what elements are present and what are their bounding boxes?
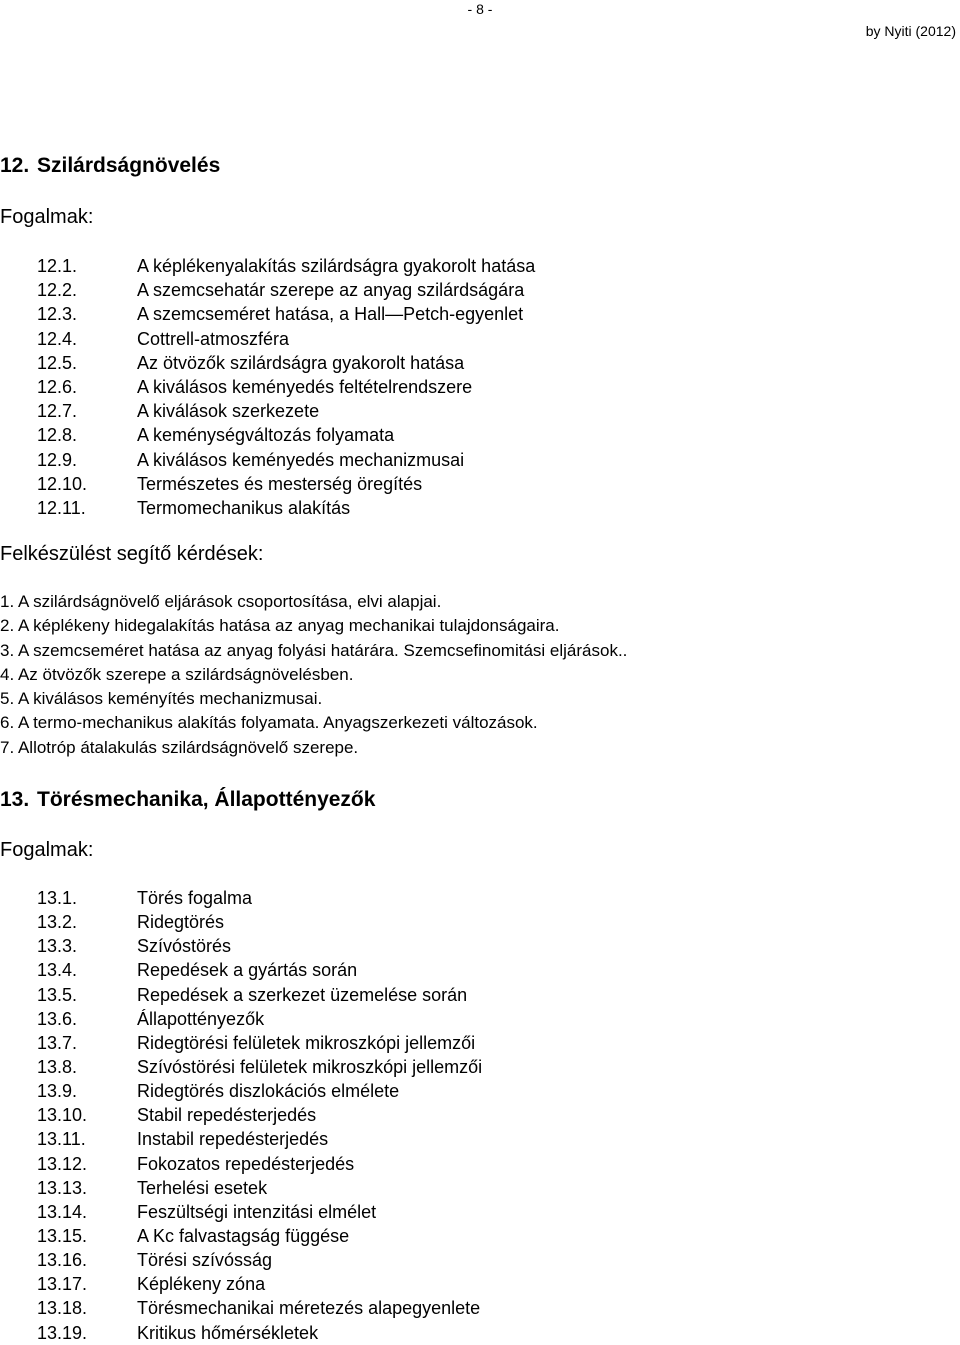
concept-text: Ridegtörés diszlokációs elmélete [137, 1081, 400, 1102]
concept-item [0, 1079, 482, 1103]
section-13-concept-list [0, 886, 482, 1345]
concept-item [0, 472, 535, 496]
concept-item [0, 448, 535, 472]
concept-text: A Kc falvastagság függése [137, 1225, 350, 1246]
concept-item [0, 1103, 482, 1127]
concept-text: A kiválások szerkezete [137, 401, 320, 422]
concept-text: Szívóstörés [137, 936, 232, 957]
section-12-question-list [0, 590, 627, 760]
concept-text: Terhelési esetek [137, 1177, 268, 1198]
concept-number: 13.12. [37, 1153, 88, 1174]
section-13-title [0, 786, 375, 814]
concept-number: 12.6. [37, 376, 78, 397]
concept-number: 13.10. [37, 1105, 88, 1126]
concept-number: 13.6. [37, 1008, 78, 1029]
concept-text: A kiválásos keményedés mechanizmusai [137, 449, 465, 470]
concept-number: 12.10. [37, 473, 88, 494]
concept-item [0, 254, 535, 278]
concept-text: Repedések a szerkezet üzemelése során [137, 984, 468, 1005]
question-item: 3. A szemcseméret hatása az anyag folyási határára. Szemcsefinomitási eljárások.. [0, 640, 628, 660]
concept-item [0, 1200, 482, 1224]
concept-item [0, 934, 482, 958]
question-item: 5. A kiválásos keményítés mechanizmusai. [0, 689, 323, 709]
concept-item [0, 1152, 482, 1176]
concept-text: Fokozatos repedésterjedés [137, 1153, 355, 1174]
concept-item [0, 302, 535, 326]
page-number: - 8 - [467, 1, 493, 17]
concept-item [0, 910, 482, 934]
section-13-title-text: Törésmechanika, Állapottényezők [37, 788, 376, 811]
concept-item [0, 1321, 482, 1345]
concept-item [0, 1127, 482, 1151]
concept-text: Ridegtörési felületek mikroszkópi jellemzői [137, 1032, 476, 1053]
section-13-concepts-heading: Fogalmak: [0, 839, 94, 861]
question-item: 7. Allotróp átalakulás szilárdságnövelő szerepe. [0, 737, 359, 757]
concept-text: Repedések a gyártás során [137, 960, 358, 981]
concept-number: 12.7. [37, 401, 78, 422]
concept-text: Képlékeny zóna [137, 1274, 266, 1295]
concept-number: 12.4. [37, 328, 78, 349]
concept-text: Törési szívósság [137, 1250, 273, 1271]
concept-item [0, 1296, 482, 1320]
concept-number: 13.2. [37, 912, 78, 933]
concept-text: Instabil repedésterjedés [137, 1129, 329, 1150]
concept-item [0, 399, 535, 423]
concept-number: 13.7. [37, 1032, 78, 1053]
concept-item [0, 1055, 482, 1079]
concept-number: 12.8. [37, 425, 78, 446]
concept-number: 13.15. [37, 1225, 88, 1246]
concept-item [0, 375, 535, 399]
concept-item [0, 327, 535, 351]
concept-number: 13.8. [37, 1056, 78, 1077]
concept-text: A kiválásos keményedés feltételrendszere [137, 376, 473, 397]
concept-number: 13.16. [37, 1250, 88, 1271]
concept-number: 12.5. [37, 352, 78, 373]
page-author: by Nyiti (2012) [865, 23, 956, 39]
concept-number: 12.2. [37, 280, 78, 301]
concept-text: Feszültségi intenzitási elmélet [137, 1201, 377, 1222]
concept-text: A szemcsehatár szerepe az anyag szilárdságára [137, 280, 525, 301]
section-12-concepts-heading: Fogalmak: [0, 206, 94, 228]
concept-number: 13.9. [37, 1081, 78, 1102]
concept-text: Állapottényezők [137, 1008, 265, 1029]
concept-text: Stabil repedésterjedés [137, 1105, 317, 1126]
concept-number: 12.9. [37, 449, 78, 470]
concept-number: 13.5. [37, 984, 78, 1005]
section-12-concept-list [0, 254, 535, 520]
question-item: 6. A termo-mechanikus alakítás folyamata. Anyagszerkezeti változások. [0, 713, 538, 733]
question-item: 4. Az ötvözők szerepe a szilárdságnövelésben. [0, 664, 354, 684]
concept-item [0, 1031, 482, 1055]
question-item: 1. A szilárdságnövelő eljárások csoportosítása, elvi alapjai. [0, 592, 442, 611]
concept-item [0, 1272, 482, 1296]
concept-number: 13.19. [37, 1322, 88, 1343]
concept-item [0, 423, 535, 447]
section-12-number: 12. [0, 154, 30, 177]
concept-item [0, 278, 535, 302]
question-item: 2. A képlékeny hidegalakítás hatása az anyag mechanikai tulajdonságaira. [0, 616, 560, 636]
concept-text: Az ötvözők szilárdságra gyakorolt hatása [137, 352, 465, 373]
concept-text: Kritikus hőmérsékletek [137, 1322, 319, 1343]
section-12-title [0, 152, 220, 180]
concept-text: A szemcseméret hatása, a Hall—Petch-egyenlet [137, 304, 524, 325]
section-12-title-text: Szilárdságnövelés [37, 154, 221, 177]
concept-item [0, 351, 535, 375]
concept-text: Törés fogalma [137, 888, 253, 908]
section-13-number: 13. [0, 788, 30, 811]
concept-number: 13.18. [37, 1298, 88, 1319]
concept-text: Ridegtörés [137, 912, 225, 933]
concept-item [0, 1248, 482, 1272]
concept-number: 13.4. [37, 960, 78, 981]
concept-item [0, 496, 535, 520]
concept-text: Termomechanikus alakítás [137, 497, 351, 518]
concept-item [0, 958, 482, 982]
concept-number: 13.13. [37, 1177, 88, 1198]
concept-text: Természetes és mesterség öregítés [137, 473, 423, 494]
concept-number: 13.3. [37, 936, 78, 957]
concept-number: 12.1. [37, 256, 78, 276]
concept-text: A képlékenyalakítás szilárdságra gyakorolt hatása [137, 256, 536, 276]
concept-text: Cottrell-atmoszféra [137, 328, 290, 349]
concept-item [0, 983, 482, 1007]
concept-item [0, 886, 482, 910]
concept-number: 12.3. [37, 304, 78, 325]
concept-number: 13.14. [37, 1201, 88, 1222]
concept-item [0, 1224, 482, 1248]
concept-text: Szívóstörési felületek mikroszkópi jellemzői [137, 1056, 483, 1077]
concept-item [0, 1007, 482, 1031]
section-12-questions-heading: Felkészülést segítő kérdések: [0, 543, 264, 565]
concept-number: 13.1. [37, 888, 78, 908]
concept-number: 12.11. [37, 497, 86, 518]
concept-item [0, 1176, 482, 1200]
concept-number: 13.11. [37, 1129, 86, 1150]
concept-number: 13.17. [37, 1274, 88, 1295]
concept-text: A keménységváltozás folyamata [137, 425, 395, 446]
concept-text: Törésmechanikai méretezés alapegyenlete [137, 1298, 481, 1319]
